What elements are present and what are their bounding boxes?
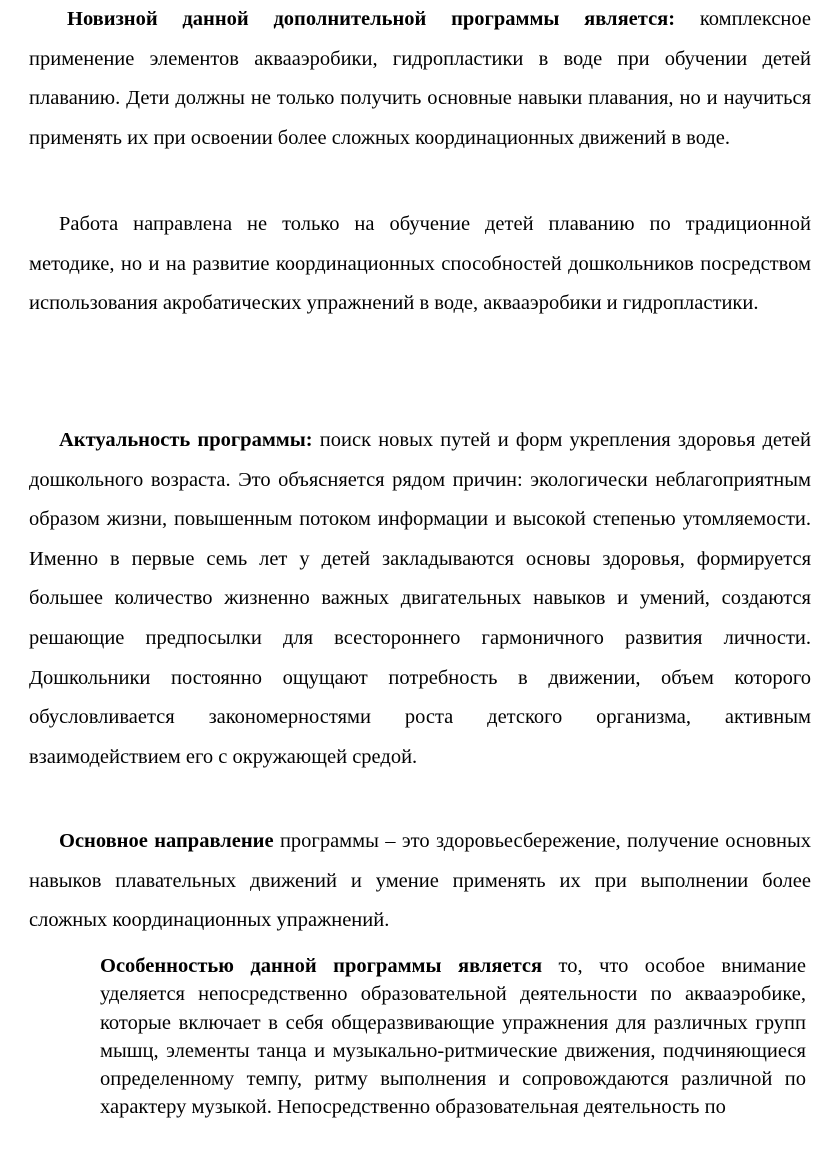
paragraph-work-direction <box>29 205 811 324</box>
paragraph-relevance-heading: Актуальность программы: <box>59 429 313 451</box>
paragraph-novelty-heading: Новизной данной дополнительной программы является: <box>67 8 676 30</box>
paragraph-feature <box>100 952 806 1122</box>
paragraph-main-direction-heading: Основное направление <box>59 830 274 852</box>
paragraph-novelty <box>29 0 811 158</box>
paragraph-feature-text: то, что особое внимание уделяется непосредственно образовательной деятельности по аквааэробике, которые включает в себя общеразвивающие упражнения для различных групп мышц, элементы танца и музыкально-ритмические движения, подчиняющиеся определенному темпу, ритму выполнения и сопровождаются различной по характеру музыкой. Непосредственно образовательная деятельность по <box>100 955 806 1119</box>
paragraph-main-direction-text: программы – это здоровьесбережение, получение основных навыков плавательных движений и умение применять их при выполнении более сложных координационных упражнений. <box>29 830 812 932</box>
paragraph-relevance <box>29 421 811 777</box>
paragraph-feature-heading: Особенностью данной программы является <box>100 955 543 977</box>
paragraph-novelty-text: комплексное применение элементов аквааэробики, гидропластики в воде при обучении детей плаванию. Дети должны не только получить основные навыки плавания, но и научиться применять их при освоении более сложных координационных движений в воде. <box>29 8 811 149</box>
paragraph-work-direction-text: Работа направлена не только на обучение детей плаванию по традиционной методике, но и на развитие координационных способностей дошкольников посредством использования акробатических упражнений в воде, аквааэробики и гидропластики. <box>29 213 811 315</box>
paragraph-relevance-text: поиск новых путей и форм укрепления здоровья детей дошкольного возраста. Это объясняется рядом причин: экологически неблагоприятным образом жизни, повышенным потоком информации и высокой степенью утомляемости. Именно в первые семь лет у детей закладываются основы здоровья, формируется большее количество жизненно важных двигательных навыков и умений, создаются решающие предпосылки для всестороннего гармоничного развития личности. Дошкольники постоянно ощущают потребность в движении, объем которого обусловливается закономерностями роста детского организма, активным взаимодействием его с окружающей средой. <box>29 429 812 768</box>
paragraph-main-direction <box>29 822 811 941</box>
